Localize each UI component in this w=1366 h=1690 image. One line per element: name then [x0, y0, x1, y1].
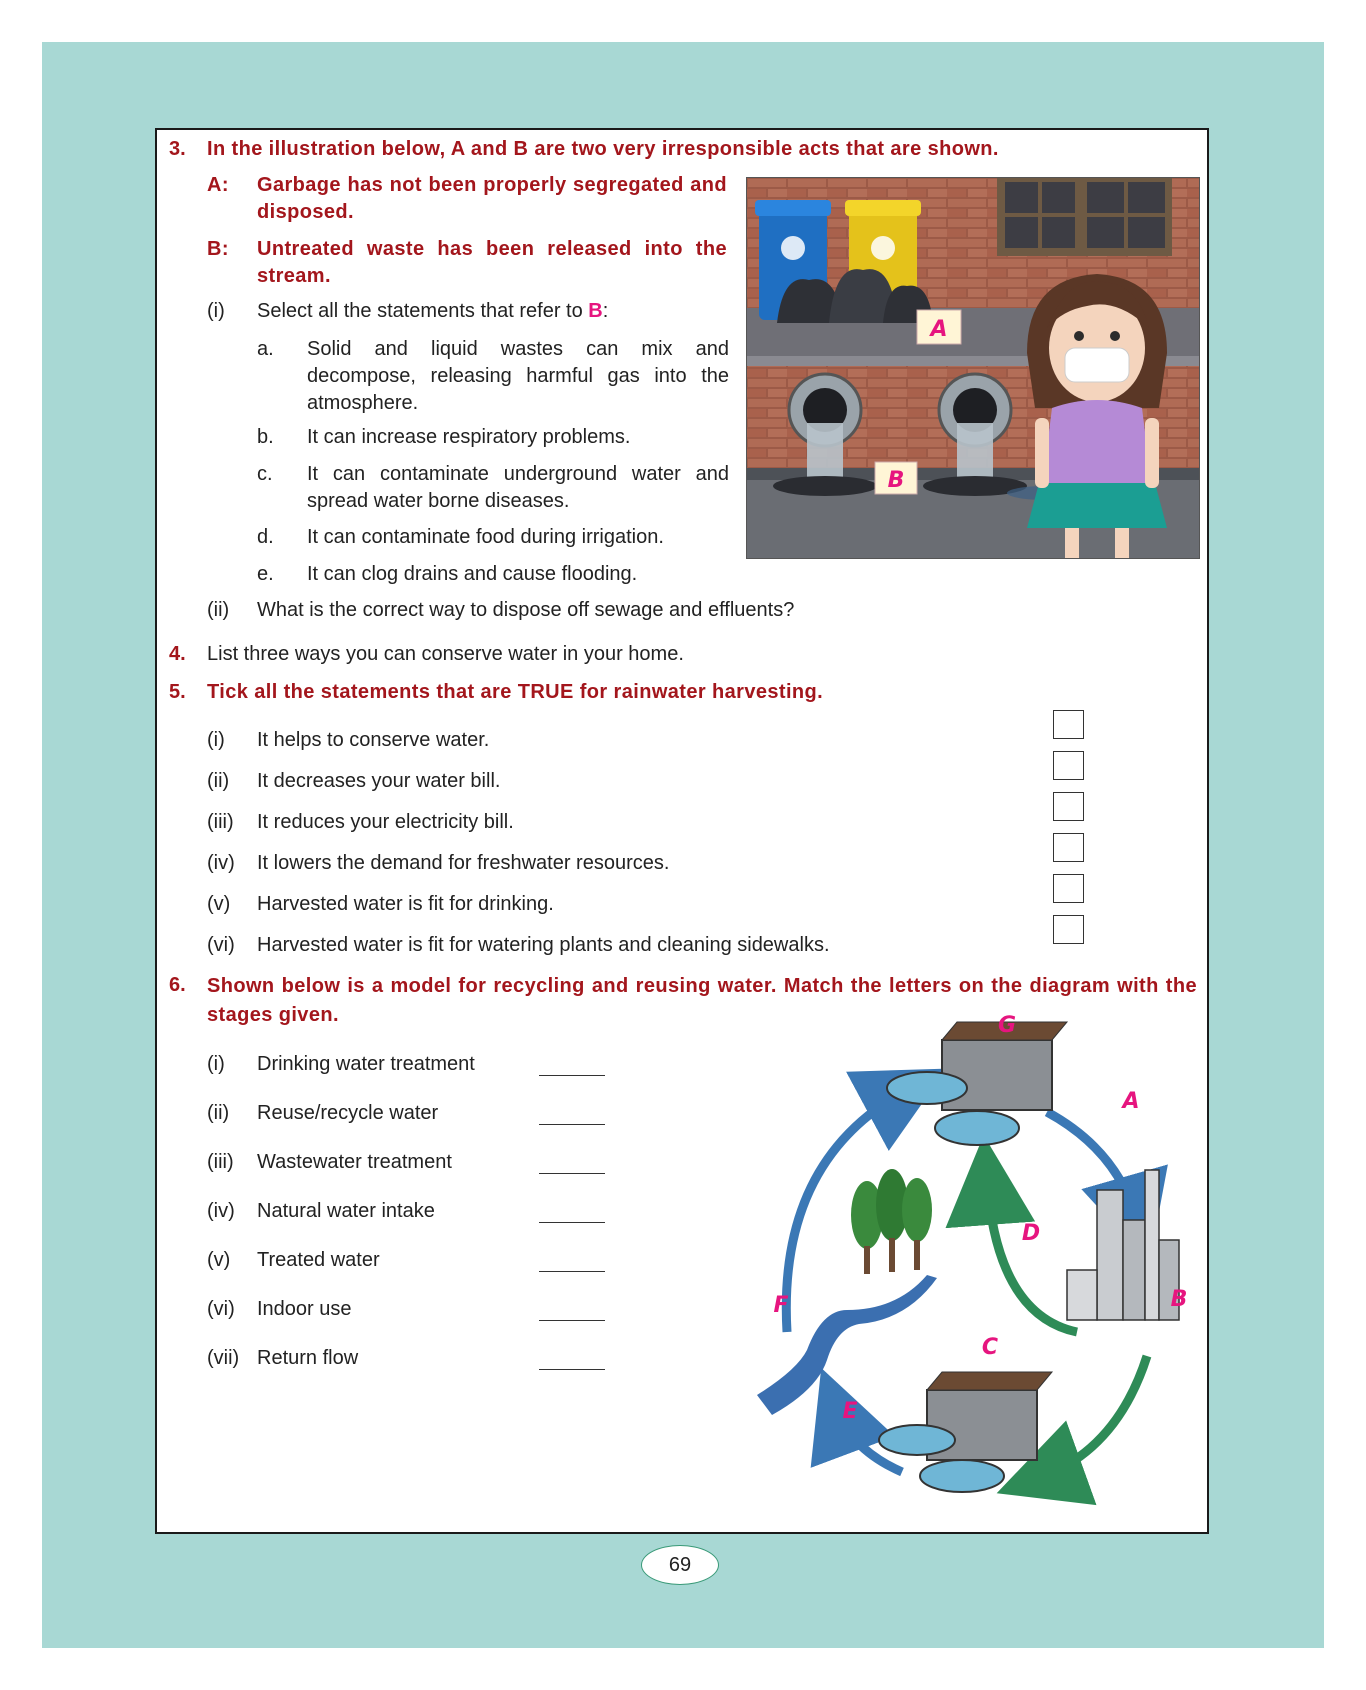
q4-number: 4. — [169, 643, 186, 665]
q3-act-a-label: A: — [207, 174, 229, 196]
label-b: B — [887, 468, 905, 493]
city-icon — [1067, 1170, 1179, 1320]
q6-stage-label: (v) — [207, 1249, 231, 1271]
q5-item-text: It lowers the demand for freshwater resources. — [257, 852, 670, 874]
arrow-b-to-g — [987, 1180, 1077, 1332]
q6-stage-label: (iv) — [207, 1200, 235, 1222]
q3-part-i-suffix: : — [602, 300, 609, 322]
q5-item-text: Harvested water is fit for drinking. — [257, 893, 554, 915]
q3-prompt: In the illustration below, A and B are two very irresponsible acts that are shown. — [207, 138, 999, 160]
page-number: 69 — [641, 1545, 719, 1585]
q5-item-label: (ii) — [207, 770, 230, 792]
q5-checkbox-vi[interactable] — [1053, 915, 1084, 944]
q3-part-i-highlight: B — [588, 300, 603, 322]
q5-item-label: (i) — [207, 729, 225, 751]
q5-item-label: (iii) — [207, 811, 234, 833]
treatment-plant-top-icon — [887, 1022, 1067, 1145]
q6-answer-blank-vii[interactable] — [539, 1369, 605, 1370]
q6-answer-blank-iv[interactable] — [539, 1222, 605, 1223]
q6-stage-label: (i) — [207, 1053, 225, 1075]
q6-answer-blank-iii[interactable] — [539, 1173, 605, 1174]
water-recycling-diagram — [627, 1010, 1187, 1510]
q6-stage-text: Wastewater treatment — [257, 1151, 452, 1173]
q3-number: 3. — [169, 138, 186, 160]
q3-part-i-label: (i) — [207, 300, 225, 322]
q5-checkbox-ii[interactable] — [1053, 751, 1084, 780]
q6-prompt: Shown below is a model for recycling and reusing water. Match the letters on the diagram with the stages given. — [207, 975, 1197, 1026]
q6-stage-text: Reuse/recycle water — [257, 1102, 439, 1124]
label-f: F — [773, 1293, 789, 1318]
q3-option-c-letter: c. — [257, 463, 273, 485]
q5-item-label: (v) — [207, 893, 231, 915]
q5-item-text: Harvested water is fit for watering plants and cleaning sidewalks. — [257, 934, 830, 956]
q6-stage-label: (iii) — [207, 1151, 234, 1173]
q6-stage-text: Treated water — [257, 1249, 380, 1271]
q6-answer-blank-i[interactable] — [539, 1075, 605, 1076]
q3-option-a-text: Solid and liquid wastes can mix and decompose, releasing harmful gas into the atmosphere. — [307, 338, 729, 414]
label-a: A — [1122, 1089, 1140, 1114]
q3-option-b-letter: b. — [257, 426, 274, 448]
q5-item-label: (iv) — [207, 852, 235, 874]
label-b: B — [1170, 1287, 1187, 1312]
q5-item-text: It decreases your water bill. — [257, 770, 501, 792]
q3-part-ii-label: (ii) — [207, 599, 230, 621]
q5-number: 5. — [169, 681, 186, 703]
q5-checkbox-v[interactable] — [1053, 874, 1084, 903]
q5-item-label: (vi) — [207, 934, 235, 956]
q3-part-i-prompt — [257, 298, 608, 325]
worksheet-page — [155, 128, 1209, 1534]
q5-item-text: It helps to conserve water. — [257, 729, 490, 751]
q3-option-b-text: It can increase respiratory problems. — [307, 426, 631, 448]
q6-stage-label: (vi) — [207, 1298, 235, 1320]
label-e: E — [842, 1399, 858, 1424]
garbage-illustration — [746, 177, 1200, 559]
q5-checkbox-iii[interactable] — [1053, 792, 1084, 821]
q6-stage-text: Natural water intake — [257, 1200, 435, 1222]
q6-answer-blank-vi[interactable] — [539, 1320, 605, 1321]
q6-stage-label: (ii) — [207, 1102, 230, 1124]
q3-act-b-text: Untreated waste has been released into the stream. — [257, 238, 727, 287]
q5-checkbox-iv[interactable] — [1053, 833, 1084, 862]
q5-checkbox-i[interactable] — [1053, 710, 1084, 739]
q6-answer-blank-v[interactable] — [539, 1271, 605, 1272]
q6-stage-text: Drinking water treatment — [257, 1053, 475, 1075]
q3-part-ii-text: What is the correct way to dispose off sewage and effluents? — [257, 599, 795, 621]
q3-option-c-text: It can contaminate underground water and spread water borne diseases. — [307, 463, 729, 512]
q5-item-text: It reduces your electricity bill. — [257, 811, 514, 833]
q6-stage-label: (vii) — [207, 1347, 240, 1369]
q3-option-d-text: It can contaminate food during irrigation. — [307, 526, 664, 548]
label-c: C — [981, 1335, 999, 1360]
treatment-plant-bottom-icon — [879, 1372, 1052, 1492]
q6-stage-text: Indoor use — [257, 1298, 352, 1320]
label-d: D — [1021, 1221, 1041, 1246]
q6-stage-text: Return flow — [257, 1347, 359, 1369]
garbage-scene-image — [747, 178, 1199, 558]
q3-option-a-letter: a. — [257, 338, 274, 360]
q3-act-b-label: B: — [207, 238, 229, 260]
q3-option-d-letter: d. — [257, 526, 274, 548]
q3-option-e-text: It can clog drains and cause flooding. — [307, 563, 638, 585]
q3-option-e-letter: e. — [257, 563, 274, 585]
q3-part-i-prefix: Select all the statements that refer to — [257, 300, 589, 322]
arrow-b-to-c — [1039, 1356, 1147, 1478]
water-cycle-svg — [627, 1010, 1187, 1510]
q5-prompt: Tick all the statements that are TRUE for rainwater harvesting. — [207, 681, 824, 703]
label-a: A — [930, 317, 948, 342]
q3-act-a-text: Garbage has not been properly segregated and disposed. — [257, 174, 727, 223]
label-g: G — [997, 1013, 1017, 1038]
q4-text: List three ways you can conserve water in your home. — [207, 643, 684, 665]
q6-answer-blank-ii[interactable] — [539, 1124, 605, 1125]
q6-number: 6. — [169, 974, 186, 996]
